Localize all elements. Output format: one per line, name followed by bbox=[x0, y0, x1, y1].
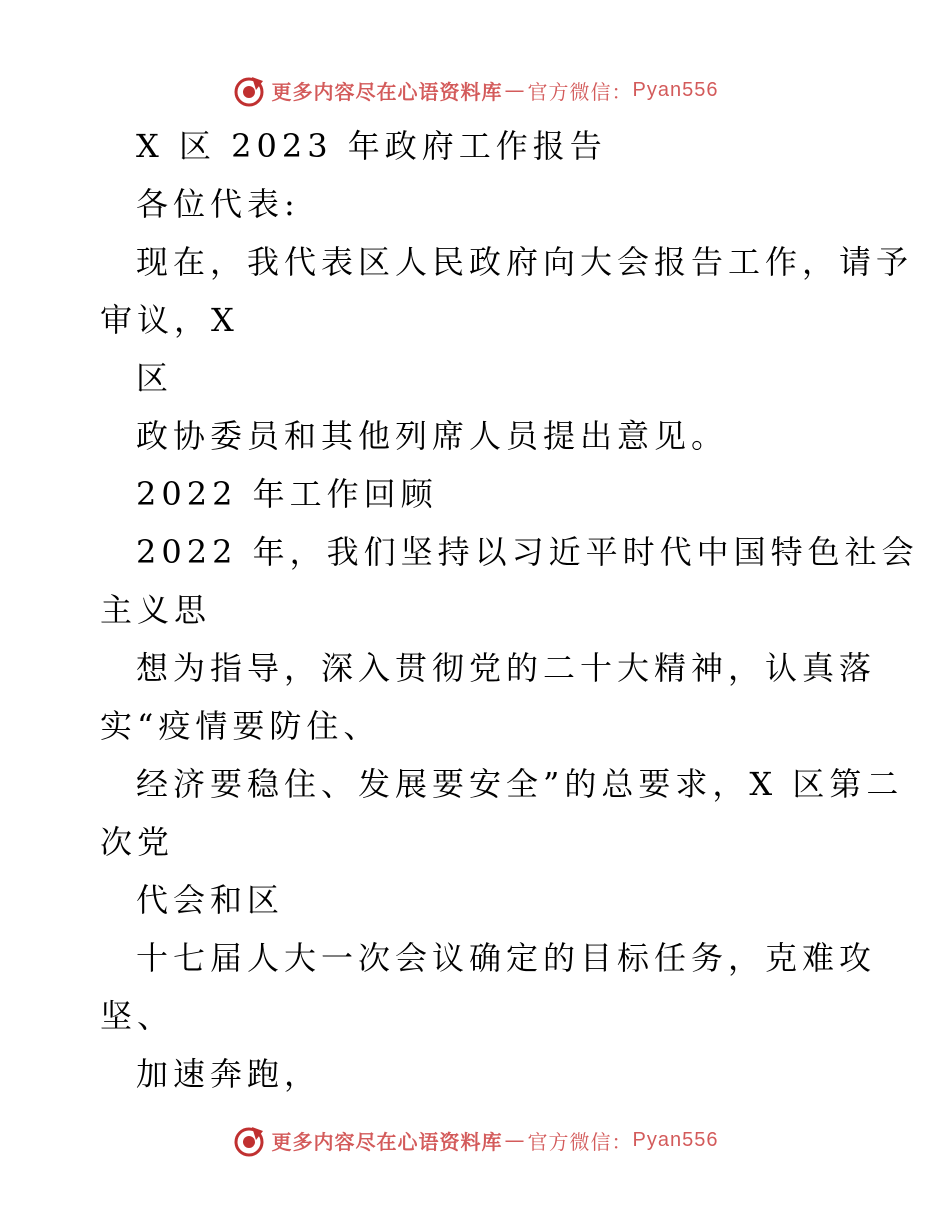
paragraph-line: 经济要稳住、发展要安全”的总要求，X 区第二 bbox=[136, 765, 904, 803]
banner-site-name: 更多内容尽在心语资料库 bbox=[271, 1129, 503, 1154]
paragraph-line: 主义思 bbox=[100, 591, 212, 629]
paragraph-line: 实“疫情要防住、 bbox=[100, 707, 381, 745]
salutation: 各位代表: bbox=[136, 185, 300, 223]
banner-site-name: 更多内容尽在心语资料库 bbox=[271, 79, 503, 104]
paragraph-line: 区 bbox=[136, 359, 174, 397]
footer-banner bbox=[0, 1120, 950, 1160]
paragraph-line: 坚、 bbox=[100, 997, 175, 1035]
paragraph-line: 次党 bbox=[100, 823, 175, 861]
header-banner bbox=[0, 70, 950, 110]
paragraph-line: 现在，我代表区人民政府向大会报告工作，请予 bbox=[136, 243, 914, 281]
banner-wechat-id: Pyan556 bbox=[632, 1128, 719, 1151]
banner-dash: — bbox=[504, 1128, 526, 1152]
paragraph-line: 十七届人大一次会议确定的目标任务，克难攻 bbox=[136, 939, 877, 977]
document-body bbox=[100, 122, 919, 1098]
paragraph-line: 代会和区 bbox=[136, 881, 285, 919]
banner-wechat-label: 官方微信： bbox=[527, 79, 633, 104]
paragraph-line: 加速奔跑， bbox=[136, 1055, 322, 1093]
paragraph-line: 想为指导，深入贯彻党的二十大精神，认真落 bbox=[136, 649, 877, 687]
banner-wechat-label: 官方微信： bbox=[527, 1129, 633, 1154]
banner-dash: — bbox=[504, 78, 526, 102]
banner-wechat-id: Pyan556 bbox=[632, 78, 719, 101]
paragraph-line: 审议，X bbox=[100, 301, 239, 339]
section-heading: 2022 年工作回顾 bbox=[136, 475, 438, 513]
paragraph-line: 2022 年，我们坚持以习近平时代中国特色社会 bbox=[136, 533, 919, 571]
pen-nib-circle-icon bbox=[232, 1123, 266, 1157]
pen-nib-circle-icon bbox=[232, 73, 266, 107]
paragraph-line: 政协委员和其他列席人员提出意见。 bbox=[136, 417, 729, 455]
document-title: X 区 2023 年政府工作报告 bbox=[136, 127, 607, 165]
